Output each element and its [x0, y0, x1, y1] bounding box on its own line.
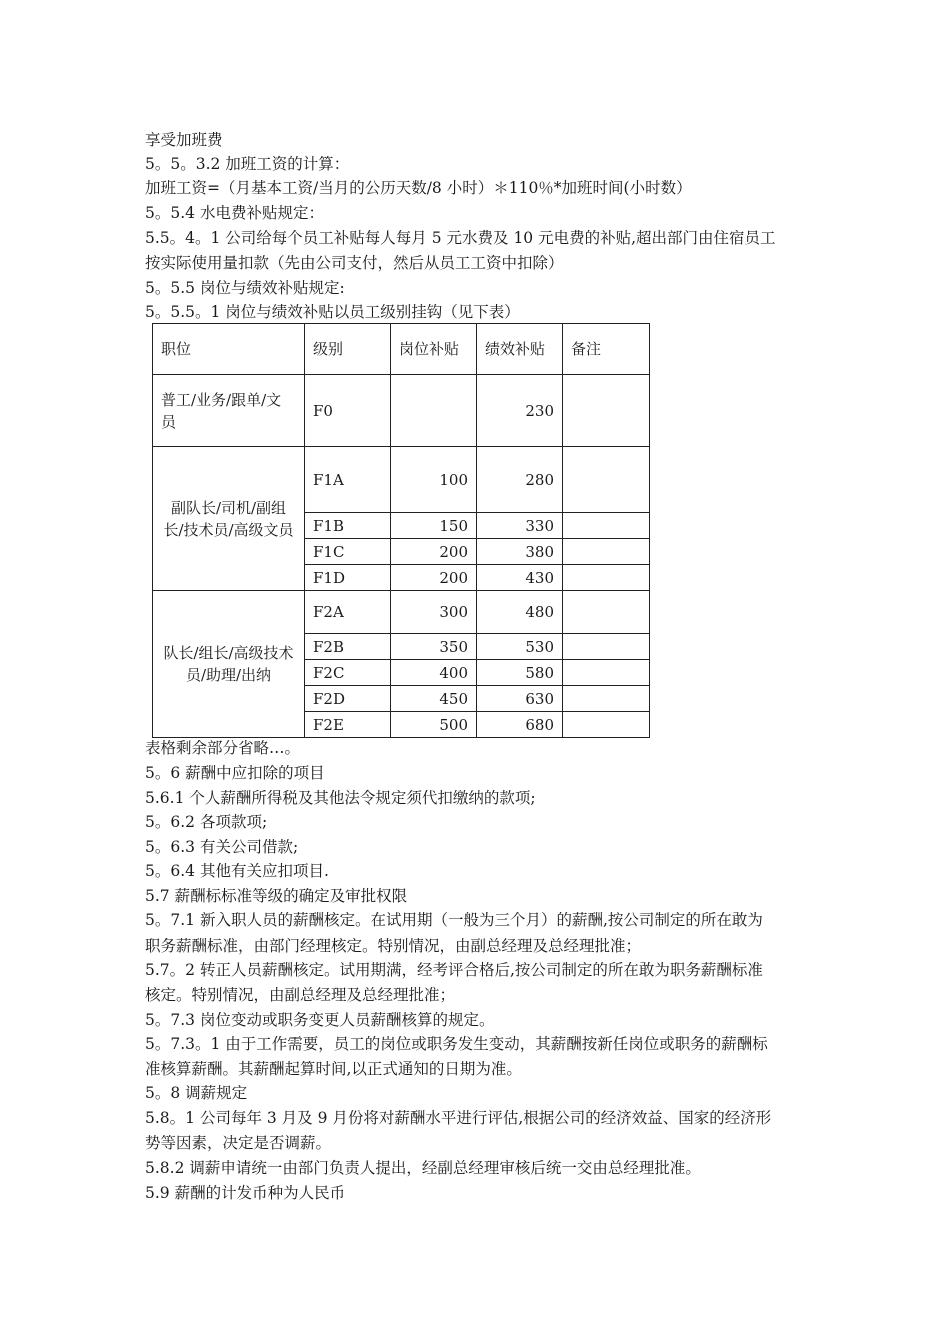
note-cell — [563, 565, 650, 591]
text-line: 5.7。2 转正人员薪酬核定。试用期满，经考评合格后,按公司制定的所在敢为职务薪酬标准 — [145, 961, 763, 979]
text-line: 加班工资=（月基本工资/当月的公历天数/8 小时）＊110％*加班时间(小时数） — [145, 179, 692, 197]
post-allowance-cell: 200 — [391, 539, 477, 565]
post-allowance-cell: 500 — [391, 712, 477, 738]
text-line: 表格剩余部分省略…。 — [145, 739, 301, 757]
performance-allowance-cell: 530 — [477, 634, 563, 660]
performance-allowance-cell: 630 — [477, 686, 563, 712]
text-line: 5。6.3 有关公司借款; — [145, 838, 299, 856]
post-allowance-cell — [391, 375, 477, 447]
table-row — [153, 591, 650, 634]
text-line: 5。7.3。1 由于工作需要，员工的岗位或职务发生变动，其薪酬按新任岗位或职务的薪酬标 — [145, 1035, 768, 1053]
text-line: 5.5。4。1 公司给每个员工补贴每人每月 5 元水费及 10 元电费的补贴,超出部门由住宿员工 — [145, 229, 776, 247]
table-header-row — [153, 324, 650, 375]
text-line: 5。6.4 其他有关应扣项目. — [145, 862, 329, 880]
level-cell: F2E — [305, 712, 391, 738]
header-level: 级别 — [305, 324, 391, 375]
header-post-allowance: 岗位补贴 — [391, 324, 477, 375]
post-allowance-cell: 300 — [391, 591, 477, 634]
text-line: 5。5。3.2 加班工资的计算： — [145, 155, 350, 173]
text-line: 5.8.2 调薪申请统一由部门负责人提出，经副总经理审核后统一交由总经理批准。 — [145, 1159, 701, 1177]
text-line: 5。5.4 水电费补贴规定： — [145, 204, 324, 222]
note-cell — [563, 712, 650, 738]
performance-allowance-cell: 230 — [477, 375, 563, 447]
level-cell: F0 — [305, 375, 391, 447]
note-cell — [563, 447, 650, 513]
post-allowance-cell: 150 — [391, 513, 477, 539]
text-line: 5。5.5。1 岗位与绩效补贴以员工级别挂钩（见下表） — [145, 303, 520, 321]
note-cell — [563, 660, 650, 686]
text-line: 5。8 调薪规定 — [145, 1084, 248, 1102]
level-cell: F1C — [305, 539, 391, 565]
header-position: 职位 — [153, 324, 305, 375]
performance-allowance-cell: 680 — [477, 712, 563, 738]
text-line: 核定。特别情况，由副总经理及总经理批准； — [145, 986, 456, 1004]
table-row — [153, 375, 650, 447]
note-cell — [563, 539, 650, 565]
text-line: 职务薪酬标准，由部门经理核定。特别情况，由副总经理及总经理批准； — [145, 937, 642, 955]
level-cell: F1B — [305, 513, 391, 539]
level-cell: F2C — [305, 660, 391, 686]
post-allowance-cell: 450 — [391, 686, 477, 712]
note-cell — [563, 513, 650, 539]
post-allowance-cell: 400 — [391, 660, 477, 686]
note-cell — [563, 591, 650, 634]
level-cell: F2A — [305, 591, 391, 634]
header-note: 备注 — [563, 324, 650, 375]
text-line: 5.8。1 公司每年 3 月及 9 月份将对薪酬水平进行评估,根据公司的经济效益、国家的经济形 — [145, 1109, 772, 1127]
performance-allowance-cell: 580 — [477, 660, 563, 686]
post-allowance-cell: 350 — [391, 634, 477, 660]
level-cell: F2D — [305, 686, 391, 712]
position-cell: 队长/组长/高级技术员/助理/出纳 — [153, 591, 305, 738]
performance-allowance-cell: 380 — [477, 539, 563, 565]
table-row — [153, 447, 650, 513]
level-cell: F1A — [305, 447, 391, 513]
performance-allowance-cell: 480 — [477, 591, 563, 634]
header-performance-allowance: 绩效补贴 — [477, 324, 563, 375]
post-allowance-cell: 100 — [391, 447, 477, 513]
text-line: 享受加班费 — [145, 131, 223, 149]
text-line: 5。6.2 各项款项; — [145, 813, 268, 831]
text-line: 5.9 薪酬的计发币种为人民币 — [145, 1184, 346, 1202]
performance-allowance-cell: 330 — [477, 513, 563, 539]
text-line: 按实际使用量扣款（先由公司支付，然后从员工工资中扣除） — [145, 254, 564, 272]
post-allowance-cell: 200 — [391, 565, 477, 591]
performance-allowance-cell: 430 — [477, 565, 563, 591]
text-line: 势等因素，决定是否调薪。 — [145, 1134, 332, 1152]
note-cell — [563, 375, 650, 447]
text-line: 5。6 薪酬中应扣除的项目 — [145, 764, 325, 782]
allowance-table — [152, 323, 650, 738]
text-line: 5。7.3 岗位变动或职务变更人员薪酬核算的规定。 — [145, 1011, 495, 1029]
text-line: 5.7 薪酬标标准等级的确定及审批权限 — [145, 887, 408, 905]
note-cell — [563, 686, 650, 712]
text-line: 5.6.1 个人薪酬所得税及其他法令规定须代扣缴纳的款项; — [145, 789, 536, 807]
text-line: 5。7.1 新入职人员的薪酬核定。在试用期（一般为三个月）的薪酬,按公司制定的所在敢为 — [145, 911, 763, 929]
position-cell: 普工/业务/跟单/文员 — [153, 375, 305, 447]
text-line: 5。5.5 岗位与绩效补贴规定: — [145, 279, 345, 297]
performance-allowance-cell: 280 — [477, 447, 563, 513]
text-line: 准核算薪酬。其薪酬起算时间,以正式通知的日期为准。 — [145, 1060, 522, 1078]
level-cell: F2B — [305, 634, 391, 660]
position-cell: 副队长/司机/副组长/技术员/高级文员 — [153, 447, 305, 591]
note-cell — [563, 634, 650, 660]
level-cell: F1D — [305, 565, 391, 591]
